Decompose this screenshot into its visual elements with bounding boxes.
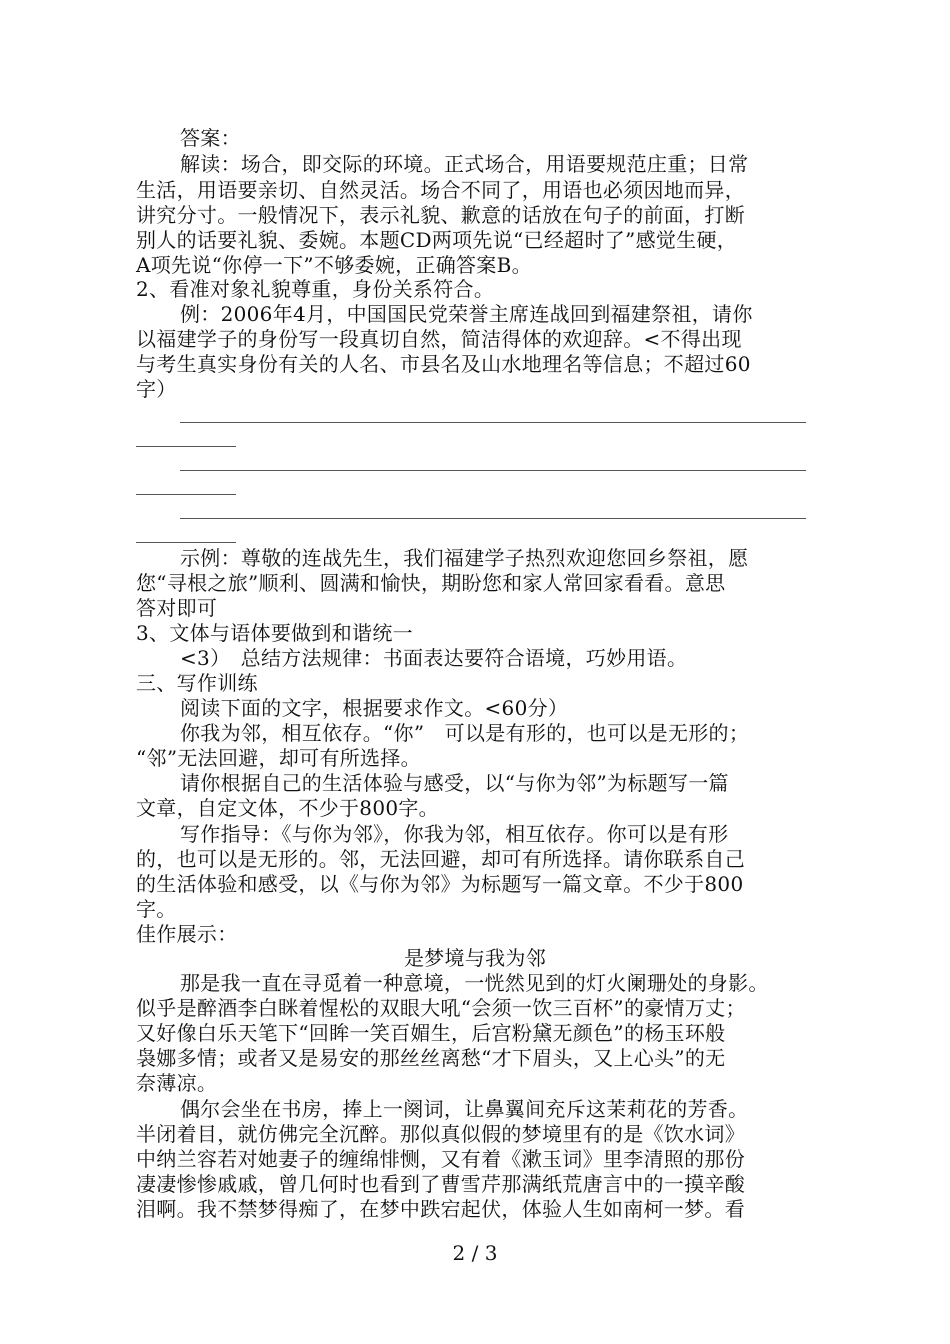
writing-heading: 三、写作训练	[136, 671, 258, 695]
explain-line: 讲究分寸。一般情况下，表示礼貌、歉意的话放在句子的前面，打断	[136, 203, 745, 227]
answer-blank-line	[180, 422, 806, 423]
method-summary: <3） 总结方法规律：书面表达要符合语境，巧妙用语。	[180, 646, 688, 670]
example-line: 例：2006年4月，中国国民党荣誉主席连战回到福建祭祖，请你	[180, 302, 753, 326]
essay-paragraph-line: 泪啊。我不禁梦得痴了，在梦中跌宕起伏，体验人生如南柯一梦。看	[136, 1197, 745, 1221]
answer-label: 答案：	[180, 126, 241, 150]
example-line: 以福建学子的身份写一段真切自然，简洁得体的欢迎辞。<不得出现	[136, 327, 742, 351]
example-line: 与考生真实身份有关的人名、市县名及山水地理名等信息；不超过60	[136, 352, 751, 376]
page-number: 2 / 3	[452, 1241, 498, 1265]
explain-line: 生活，用语要亲切、自然灵活。场合不同了，用语也必须因地而异，	[136, 178, 745, 202]
guide-line: 字。	[136, 897, 177, 921]
essay-paragraph-line: 偶尔会坐在书房，捧上一阕词，让鼻翼间充斥这茉莉花的芳香。	[180, 1097, 749, 1121]
essay-paragraph-line: 那是我一直在寻觅着一种意境，一恍然见到的灯火阑珊处的身影。	[180, 971, 769, 995]
showcase-label: 佳作展示：	[136, 922, 238, 946]
guide-line: 的生活体验和感受，以《与你为邻》为标题写一篇文章。不少于800	[136, 872, 744, 896]
essay-paragraph-line: 半闭着目，就仿佛完全沉醉。那似真似假的梦境里有的是《饮水词》	[136, 1122, 745, 1146]
request-line: 请你根据自己的生活体验与感受，以“与你为邻”为标题写一篇	[180, 771, 729, 795]
guide-line: 写作指导：《与你为邻》，你我为邻，相互依存。你可以是有形	[180, 822, 729, 846]
answer-blank-line	[136, 542, 236, 543]
essay-paragraph-line: 凄凄惨惨戚戚，曾几何时也看到了曹雪芹那满纸荒唐言中的一摸辛酸	[136, 1172, 745, 1196]
answer-blank-line	[136, 494, 236, 495]
explain-line: 解读：场合，即交际的环境。正式场合，用语要规范庄重；日常	[180, 152, 749, 176]
answer-blank-line	[180, 470, 806, 471]
material-line: “邻”无法回避，却可有所选择。	[136, 746, 421, 770]
essay-paragraph-line: 袅娜多情；或者又是易安的那丝丝离愁“才下眉头，又上心头”的无	[136, 1046, 726, 1070]
material-line: 你我为邻，相互依存。“你” 可以是有形的，也可以是无形的；	[180, 721, 750, 745]
request-line: 文章，自定文体，不少于800字。	[136, 796, 439, 820]
essay-paragraph-line: 又好像白乐天笔下“回眸一笑百媚生，后宫粉黛无颜色”的杨玉环般	[136, 1021, 726, 1045]
explain-line: A项先说“你停一下”不够委婉，正确答案B。	[136, 253, 532, 277]
section2-heading: 2、看准对象礼貌尊重，身份关系符合。	[136, 277, 495, 301]
explain-line: 别人的话要礼貌、委婉。本题CD两项先说“已经超时了”感觉生硬，	[136, 228, 738, 252]
essay-paragraph-line: 中纳兰容若对她妻子的缠绵悱恻，又有着《漱玉词》里李清照的那份	[136, 1147, 745, 1171]
writing-prompt: 阅读下面的文字，根据要求作文。<60分）	[180, 696, 569, 720]
essay-paragraph-line: 奈薄凉。	[136, 1071, 218, 1095]
sample-answer-line: 您“寻根之旅”顺利、圆满和愉快，期盼您和家人常回家看看。意思	[136, 571, 726, 595]
essay-title: 是梦境与我为邻	[403, 946, 547, 970]
example-line: 字）	[136, 377, 177, 401]
answer-blank-line	[136, 446, 236, 447]
essay-paragraph-line: 似乎是醉酒李白眯着惺松的双眼大吼“会须一饮三百杯”的豪情万丈；	[136, 996, 746, 1020]
section3-heading: 3、文体与语体要做到和谐统一	[136, 621, 413, 645]
sample-answer-line: 答对即可	[136, 596, 218, 620]
answer-blank-line	[180, 518, 806, 519]
guide-line: 的，也可以是无形的。邻，无法回避，却可有所选择。请你联系自己	[136, 847, 745, 871]
sample-answer-line: 示例：尊敬的连战先生，我们福建学子热烈欢迎您回乡祭祖，愿	[180, 546, 749, 570]
